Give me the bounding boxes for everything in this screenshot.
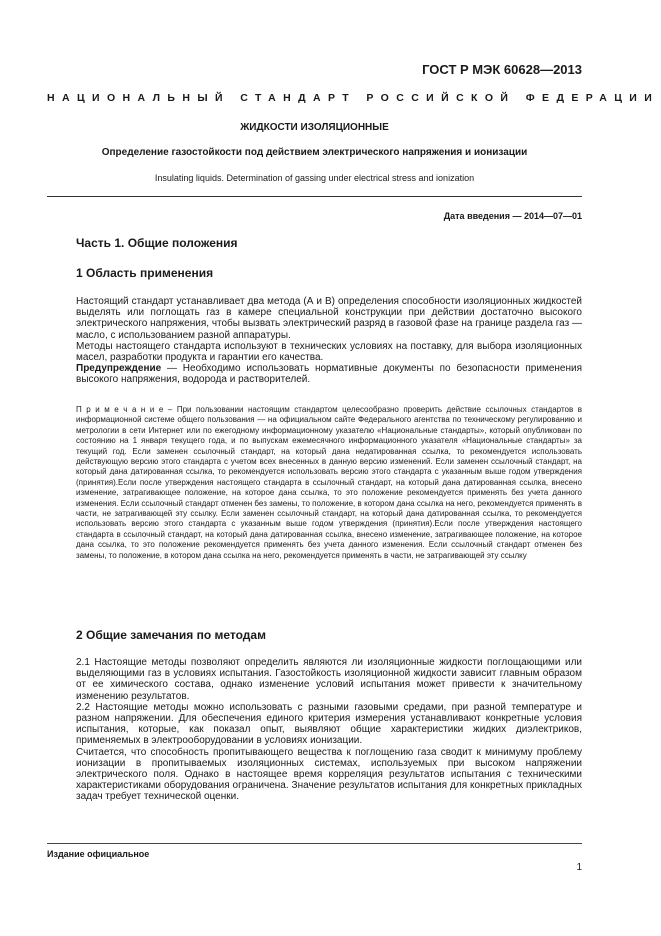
footer-divider — [47, 843, 582, 844]
section-2-body — [76, 657, 582, 803]
part-title: Часть 1. Общие положения — [76, 236, 238, 250]
section-2-paragraph-1 — [76, 657, 582, 702]
warning-text: — Необходимо использовать нормативные документы по безопасности применения высокого напряжения, водорода и растворителей. — [76, 363, 582, 386]
section-2-heading: 2 Общие замечания по методам — [76, 628, 266, 642]
standard-code: ГОСТ Р МЭК 60628—2013 — [422, 62, 582, 77]
note-block — [76, 405, 582, 561]
note-paragraph — [76, 405, 582, 561]
note-label: П р и м е ч а н и е — [76, 405, 164, 414]
document-subtitle: Определение газостойкости под действием электрического напряжения и ионизации — [101, 147, 528, 158]
edition-label: Издание официальное — [47, 849, 150, 859]
document-title: ЖИДКОСТИ ИЗОЛЯЦИОННЫЕ — [240, 122, 389, 133]
section-2-paragraph-2-text: 2.2 Настоящие методы можно использовать с разными газовыми средами, при разной температуре и разном напряжении. Для обеспечения единого критерия измерения устанавливают конкретные условия испытания, которые, как показал опыт, выявляют общие характеристики жидких диэлектриков, применяемых в электрооборудовании в условиях ионизации. — [76, 701, 582, 747]
warning-paragraph — [76, 363, 582, 385]
warning-label: Предупреждение — [76, 363, 162, 375]
section-1-paragraph-1 — [76, 296, 582, 341]
section-1-paragraph-2-text: Методы настоящего стандарта используют в технических условиях на поставку, для выбора изоляционных масел, разработки продукта и гарантии его качества. — [76, 340, 582, 364]
section-2-paragraph-1-text: 2.1 Настоящие методы позволяют определить являются ли изоляционные жидкости поглощающими или выделяющими газ в условиях испытания. Газостойкость изоляционной жидкости зависит главным образом от ее химического состава, однако изменение условий испытания может привести к значительному изменению результатов. — [76, 657, 582, 702]
section-1-paragraph-1-text: Настоящий стандарт устанавливает два метода (А и В) определения способности изоляционных жидкостей выделять или поглощать газ в камере специальной конструкции при действии достаточно высокого электрического напряжения, чтобы вызвать электрический разряд в газовой фазе на границе раздела газ — масло, с использованием разной аппаратуры. — [76, 296, 582, 341]
introduction-date: Дата введения — 2014—07—01 — [443, 211, 582, 221]
section-2-paragraph-2 — [76, 702, 582, 747]
section-1-paragraph-2 — [76, 341, 582, 363]
national-standard-banner: НАЦИОНАЛЬНЫЙ СТАНДАРТ РОССИЙСКОЙ ФЕДЕРАЦИИ — [47, 92, 660, 104]
header-divider — [47, 196, 582, 197]
section-1-body — [76, 296, 582, 386]
section-1-heading: 1 Область применения — [76, 266, 214, 280]
section-2-paragraph-3 — [76, 747, 582, 803]
english-title: Insulating liquids. Determination of gassing under electrical stress and ionization — [154, 173, 475, 183]
page-number: 1 — [576, 862, 582, 873]
note-text: – При пользовании настоящим стандартом целесообразно проверить действие ссылочных стандартов в информационной системе общего пользования — на официальном сайте Федерального агентства по техническому регулированию и метрологии в сети Интернет или по ежегодному информационному указателю «Национальные стандарты», который опубликован по состоянию на 1 января текущего года, и по выпускам ежемесячного информационного указателя «Национальные стандарты» за текущий год. Если заменен ссылочный стандарт, на который дана недатированная ссылка, то рекомендуется использовать действующую версию этого стандарта с учетом всех внесенных в данную версию изменений. Если заменен ссылочный стандарт, на который дана датированная ссылка, то рекомендуется использовать версию этого стандарта с указанным выше годом утверждения (принятия).Если после утверждения настоящего стандарта в ссылочный стандарт, на который дана датированная ссылка, внесено изменение, затрагивающее положение, на которое дана ссылка, то это положение рекомендуется применять без учета данного изменения. Если ссылочный стандарт отменен без замены, то положение, в котором дана ссылка на него, рекомендуется применять в части, не затрагивающей эту ссылку. Если заменен ссылочный стандарт, на который дана датированная ссылка, то рекомендуется использовать версию этого стандарта с указанным выше годом утверждения (принятия).Если после утверждения настоящего стандарта в ссылочный стандарт, на который дана датированная ссылка, внесено изменение, затрагивающее положение, на которое дана ссылка, то это положение рекомендуется применять без учета данного изменения. Если ссылочный стандарт отменен без замены, то положение, в котором дана ссылка на него, рекомендуется применять в части, не затрагивающей эту ссылку — [76, 405, 582, 560]
section-2-paragraph-3-text: Считается, что способность пропитывающего вещества к поглощению газа сводит к минимуму проблему ионизации в пропитываемых изоляционных системах, используемых при высоком напряжении электрического поля. Однако в настоящее время корреляция результатов испытания с техническими характеристиками оборудования ограничена. Значение результатов испытания для конкретных прикладных задач требует технической оценки. — [76, 746, 582, 803]
